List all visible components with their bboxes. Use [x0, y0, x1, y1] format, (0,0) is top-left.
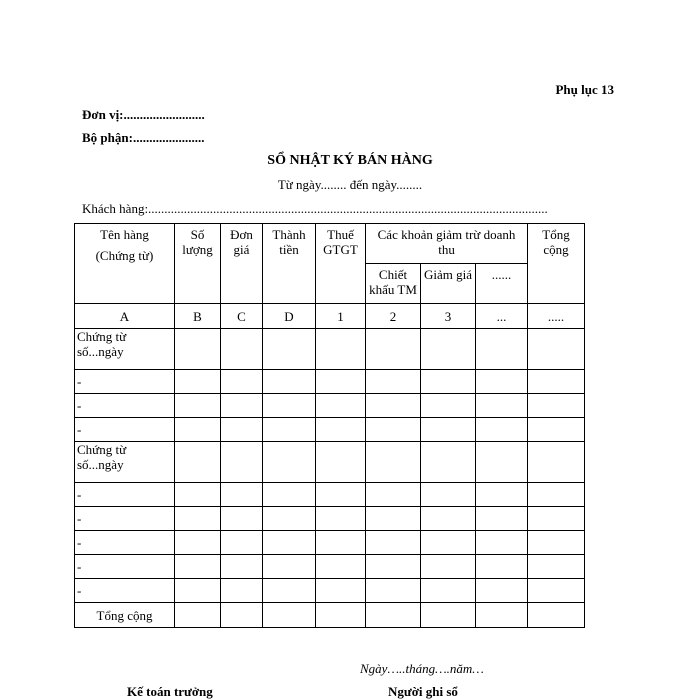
code-cell: D: [263, 304, 316, 329]
table-row: [75, 394, 585, 418]
document-title: SỔ NHẬT KÝ BÁN HÀNG: [267, 153, 433, 168]
col-deductions: [366, 224, 528, 264]
col-deductions-label: Các khoản giảm trừ doanh thu: [377, 227, 516, 257]
table-row: [75, 442, 585, 483]
col-unit-price-label: Đơn giá: [230, 227, 253, 257]
row-label: Chứng từ số...ngày: [75, 329, 175, 370]
code-cell: C: [221, 304, 263, 329]
sales-journal-table: [74, 223, 585, 628]
row-label: -: [75, 483, 175, 507]
col-amount: [263, 224, 316, 304]
table-row: [75, 555, 585, 579]
customer-field: Khách hàng:...........................................................................................................................: [82, 201, 548, 216]
col-item-name-sub: (Chứng từ): [95, 248, 154, 263]
date-line: Ngày…..tháng….năm…: [360, 661, 484, 676]
unit-field: Đơn vị:.........................: [82, 107, 205, 122]
table-row: [75, 370, 585, 394]
row-label: -: [75, 370, 175, 394]
total-row: [75, 603, 585, 628]
code-cell: 3: [421, 304, 476, 329]
col-total: [528, 224, 585, 304]
table-row: [75, 418, 585, 442]
table-row: [75, 531, 585, 555]
column-code-row: [75, 304, 585, 329]
department-field: Bộ phận:......................: [82, 130, 205, 145]
row-label: Chứng từ số...ngày: [75, 442, 175, 483]
col-total-label: Tổng cộng: [542, 227, 570, 257]
col-unit-price: [221, 224, 263, 304]
row-label: -: [75, 555, 175, 579]
col-other: [476, 264, 528, 304]
code-cell: 1: [316, 304, 366, 329]
table-row: [75, 507, 585, 531]
col-cash-discount-label: Chiết khấu TM: [369, 267, 417, 297]
appendix-label: Phụ lục 13: [555, 82, 614, 97]
col-other-label: ......: [491, 267, 512, 282]
code-cell: B: [175, 304, 221, 329]
total-label: Tổng cộng: [75, 603, 175, 628]
table-row: [75, 579, 585, 603]
code-cell: 2: [366, 304, 421, 329]
col-vat: [316, 224, 366, 304]
row-label: -: [75, 507, 175, 531]
row-label: -: [75, 394, 175, 418]
row-label: -: [75, 579, 175, 603]
code-cell: A: [75, 304, 175, 329]
col-item-name-label: Tên hàng: [100, 227, 149, 242]
row-label: -: [75, 418, 175, 442]
col-cash-discount: [366, 264, 421, 304]
row-label: -: [75, 531, 175, 555]
col-quantity-label: Số lượng: [182, 227, 213, 257]
col-amount-label: Thành tiền: [272, 227, 306, 257]
col-item-name: [75, 224, 175, 304]
code-cell: .....: [528, 304, 585, 329]
recorder-signature: Người ghi sổ: [388, 684, 458, 699]
table-row: [75, 329, 585, 370]
col-price-reduction-label: Giảm giá: [423, 267, 472, 282]
table-row: [75, 483, 585, 507]
chief-accountant-signature: Kế toán trưởng: [127, 684, 213, 699]
col-vat-label: Thuế GTGT: [323, 227, 358, 257]
code-cell: ...: [476, 304, 528, 329]
col-quantity: [175, 224, 221, 304]
col-price-reduction: [421, 264, 476, 304]
period-line: Từ ngày........ đến ngày........: [277, 177, 423, 192]
